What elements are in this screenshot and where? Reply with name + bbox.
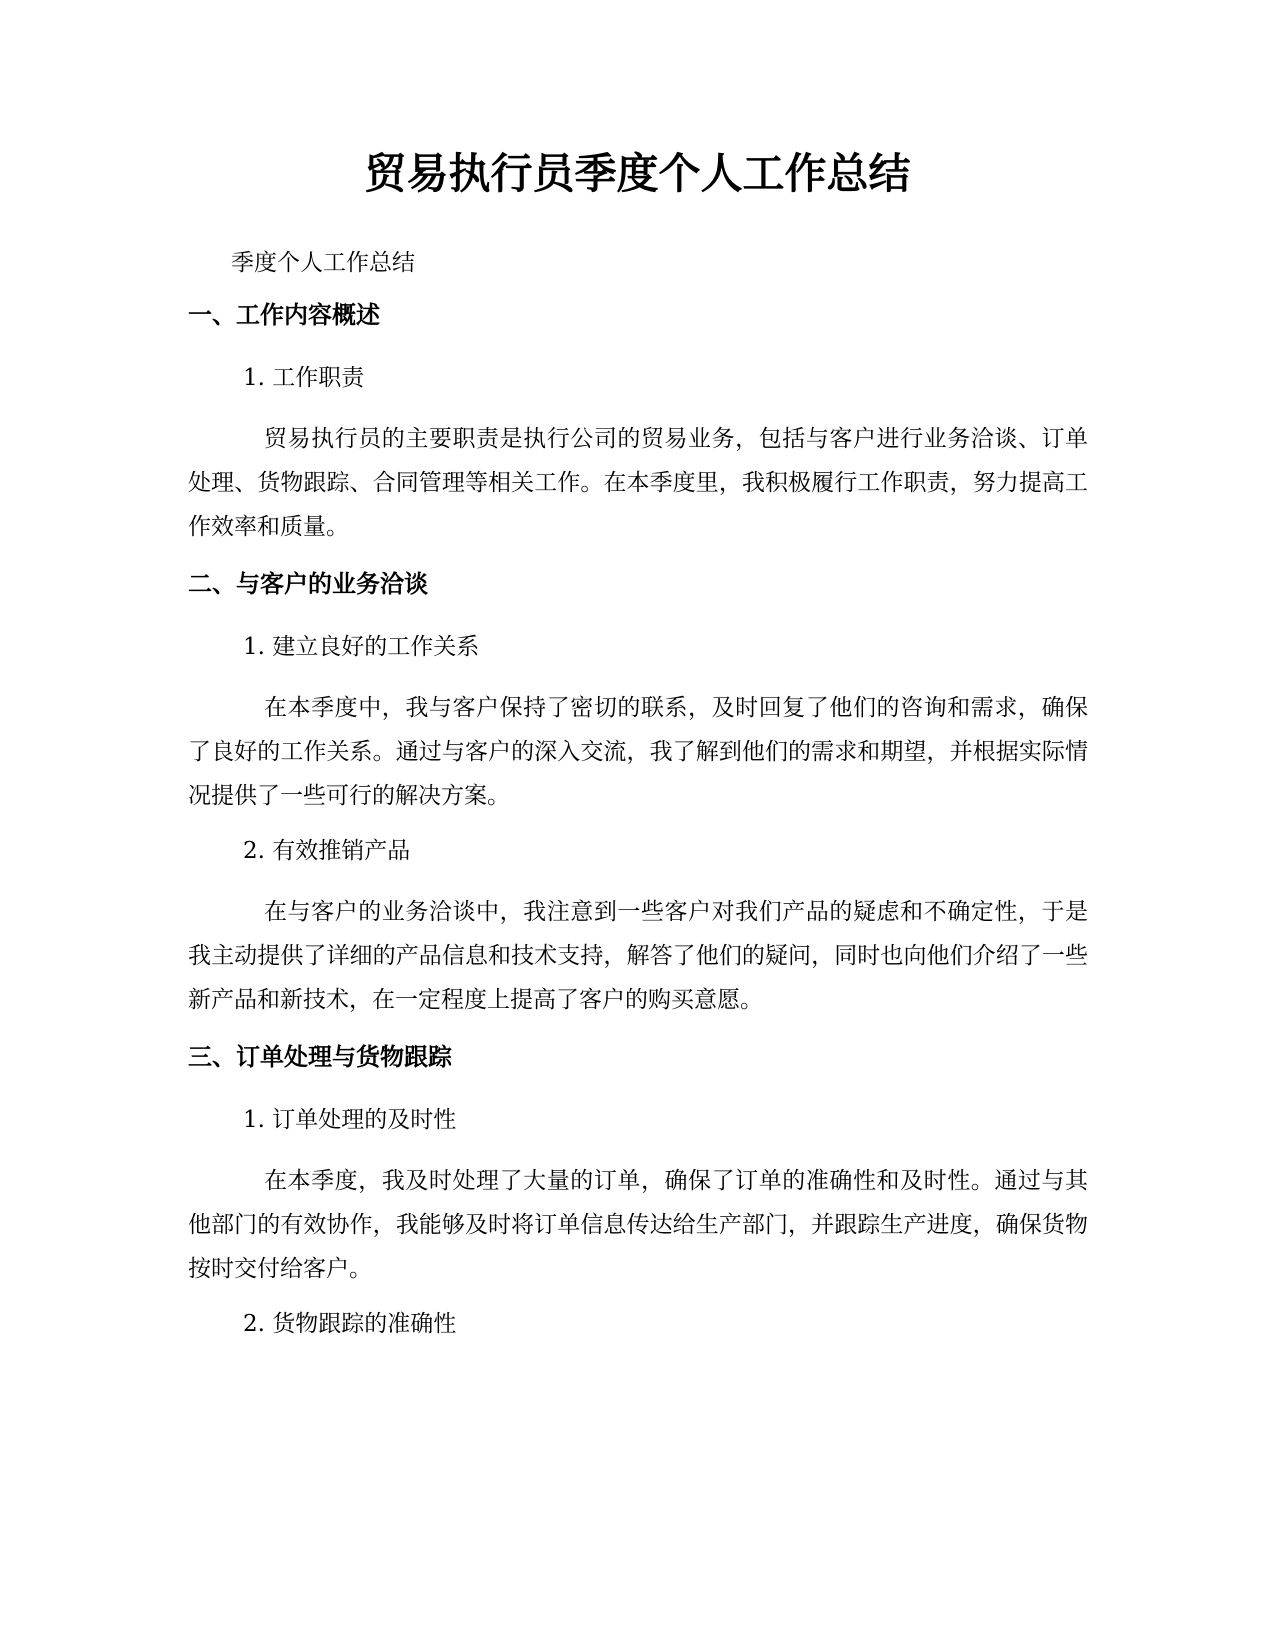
paragraph: 在本季度，我及时处理了大量的订单，确保了订单的准确性和及时性。通过与其他部门的有效协作，我能够及时将订单信息传达给生产部门，并跟踪生产进度，确保货物按时交付给客户。: [188, 1168, 1088, 1282]
paragraph: 在本季度中，我与客户保持了密切的联系，及时回复了他们的咨询和需求，确保了良好的工作关系。通过与客户的深入交流，我了解到他们的需求和期望，并根据实际情况提供了一些可行的解决方案。: [188, 695, 1088, 809]
paragraph: 贸易执行员的主要职责是执行公司的贸易业务，包括与客户进行业务洽谈、订单处理、货物跟踪、合同管理等相关工作。在本季度里，我积极履行工作职责，努力提高工作效率和质量。: [188, 426, 1088, 540]
section-heading-1: 一、工作内容概述: [188, 301, 380, 329]
document-subtitle: 季度个人工作总结: [231, 250, 415, 276]
paragraph: 在与客户的业务洽谈中，我注意到一些客户对我们产品的疑虑和不确定性，于是我主动提供了详细的产品信息和技术支持，解答了他们的疑问，同时也向他们介绍了一些新产品和新技术，在一定程度上提高了客户的购买意愿。: [188, 899, 1088, 1013]
section-heading-2: 二、与客户的业务洽谈: [188, 570, 428, 598]
item-heading: 2. 有效推销产品: [243, 838, 411, 864]
document-title: 贸易执行员季度个人工作总结: [364, 149, 911, 198]
item-heading: 1. 工作职责: [243, 365, 365, 391]
section-heading-3: 三、订单处理与货物跟踪: [188, 1043, 452, 1071]
item-heading: 2. 货物跟踪的准确性: [243, 1311, 457, 1337]
item-heading: 1. 订单处理的及时性: [243, 1107, 457, 1133]
item-heading: 1. 建立良好的工作关系: [243, 634, 480, 660]
